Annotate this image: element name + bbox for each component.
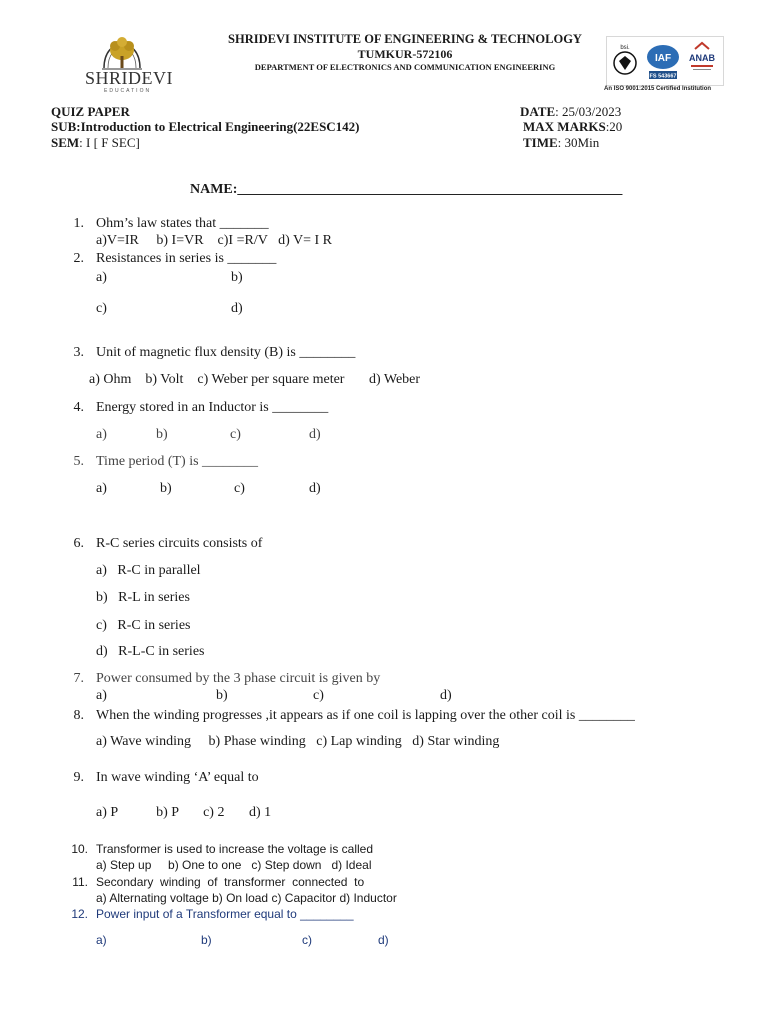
semester-label: SEM: [51, 135, 80, 150]
bsi-label: bsi.: [620, 45, 630, 51]
option-c: c): [234, 481, 245, 496]
paper-type: QUIZ PAPER: [51, 104, 130, 119]
option-a: a): [96, 481, 107, 496]
question-number: 9.: [73, 770, 84, 785]
max-marks-value: :20: [605, 119, 623, 134]
question-text: Ohm’s law states that _______: [96, 216, 269, 231]
question-number: 3.: [73, 345, 84, 360]
question-text: Energy stored in an Inductor is ________: [96, 400, 329, 415]
option-c: c): [96, 301, 107, 316]
option-c: c): [313, 688, 324, 703]
option-a: a): [96, 427, 107, 442]
date-value: : 25/03/2023: [555, 104, 622, 119]
option-a: a): [96, 933, 107, 947]
question-number: 5.: [73, 454, 84, 469]
tree-logo-icon: [82, 28, 162, 72]
date-label: DATE: [520, 104, 556, 119]
option-d: d): [309, 427, 321, 442]
question-text: Unit of magnetic flux density (B) is ________: [96, 345, 356, 360]
answer-options: a) Step up b) One to one c) Step down d) Ideal: [96, 858, 372, 872]
semester-value: : I [ F SEC]: [79, 135, 140, 150]
question-text: R-C series circuits consists of: [96, 536, 263, 551]
anab-badge-icon: [685, 41, 719, 81]
option-b: b): [156, 427, 168, 442]
question-text: Power input of a Transformer equal to ________: [96, 907, 354, 921]
option-c: c): [302, 933, 312, 947]
subject-label: SUB:: [51, 119, 81, 134]
answer-options: a) P b) P c) 2 d) 1: [96, 805, 272, 820]
institute-logo: [82, 28, 173, 94]
time-value: : 30Min: [557, 135, 600, 150]
option-d: d): [309, 481, 321, 496]
answer-options: a) Wave winding b) Phase winding c) Lap winding d) Star winding: [96, 734, 500, 749]
time-line: [523, 135, 599, 151]
department-name: DEPARTMENT OF ELECTRONICS AND COMMUNICATION ENGINEERING: [254, 62, 556, 72]
institute-city: TUMKUR-572106: [357, 47, 453, 61]
answer-options: a)V=IR b) I=VR c)I =R/V d) V= I R: [96, 233, 332, 248]
question-text: Time period (T) is ________: [96, 454, 259, 469]
certification-logos: [606, 36, 724, 86]
question-number: 6.: [73, 536, 84, 551]
iso-certification-text: An ISO 9001:2015 Certified Institution: [604, 86, 712, 92]
question-number: 8.: [73, 708, 84, 723]
option-a: a) R-C in parallel: [96, 563, 201, 578]
bsi-kitemark-icon: [610, 42, 640, 78]
cert-code: FS 543667: [649, 73, 677, 80]
option-b: b): [231, 270, 243, 285]
logo-subtitle: EDUCATION: [104, 88, 152, 94]
question-number: 10.: [71, 842, 88, 856]
question-number: 12.: [71, 907, 88, 921]
question-text: Secondary winding of transformer connected to: [96, 875, 365, 889]
question-text: Resistances in series is _______: [96, 251, 277, 266]
option-b: b) R-L in series: [96, 590, 190, 605]
option-c: c): [230, 427, 241, 442]
option-b: b): [160, 481, 172, 496]
option-d: d): [378, 933, 389, 947]
iaf-badge-icon: [645, 41, 681, 81]
option-a: a): [96, 688, 107, 703]
question-text: In wave winding ‘A’ equal to: [96, 770, 259, 785]
option-d: d) R-L-C in series: [96, 644, 205, 659]
semester-line: [51, 135, 140, 151]
answer-options: a) Alternating voltage b) On load c) Capacitor d) Inductor: [96, 891, 397, 905]
option-a: a): [96, 270, 107, 285]
question-text: Power consumed by the 3 phase circuit is given by: [96, 671, 381, 686]
question-text: Transformer is used to increase the voltage is called: [96, 842, 374, 856]
date-line: [520, 104, 621, 120]
option-b: b): [201, 933, 212, 947]
option-d: d): [231, 301, 243, 316]
question-number: 7.: [73, 671, 84, 686]
question-number: 11.: [72, 875, 88, 889]
option-d: d): [440, 688, 452, 703]
question-number: 4.: [73, 400, 84, 415]
max-marks-label: MAX MARKS: [523, 119, 606, 134]
max-marks-line: [523, 119, 622, 135]
option-c: c) R-C in series: [96, 618, 191, 633]
anab-label: ANAB: [689, 53, 715, 63]
logo-name: SHRIDEVI: [85, 68, 173, 88]
question-text: When the winding progresses ,it appears as if one coil is lapping over the other coil is ________: [96, 708, 635, 723]
question-number: 2.: [73, 251, 84, 266]
subject-value: Introduction to Electrical Engineering(22ESC142): [80, 119, 360, 134]
time-label: TIME: [523, 135, 558, 150]
iaf-label: IAF: [654, 53, 672, 64]
answer-options: a) Ohm b) Volt c) Weber per square meter d) Weber: [89, 372, 421, 387]
institute-name: SHRIDEVI INSTITUTE OF ENGINEERING & TECHNOLOGY: [228, 32, 582, 46]
question-number: 1.: [73, 216, 84, 231]
option-b: b): [216, 688, 228, 703]
subject-line: [51, 119, 360, 135]
student-name-field[interactable]: NAME:_______________________________________________________: [190, 182, 623, 197]
